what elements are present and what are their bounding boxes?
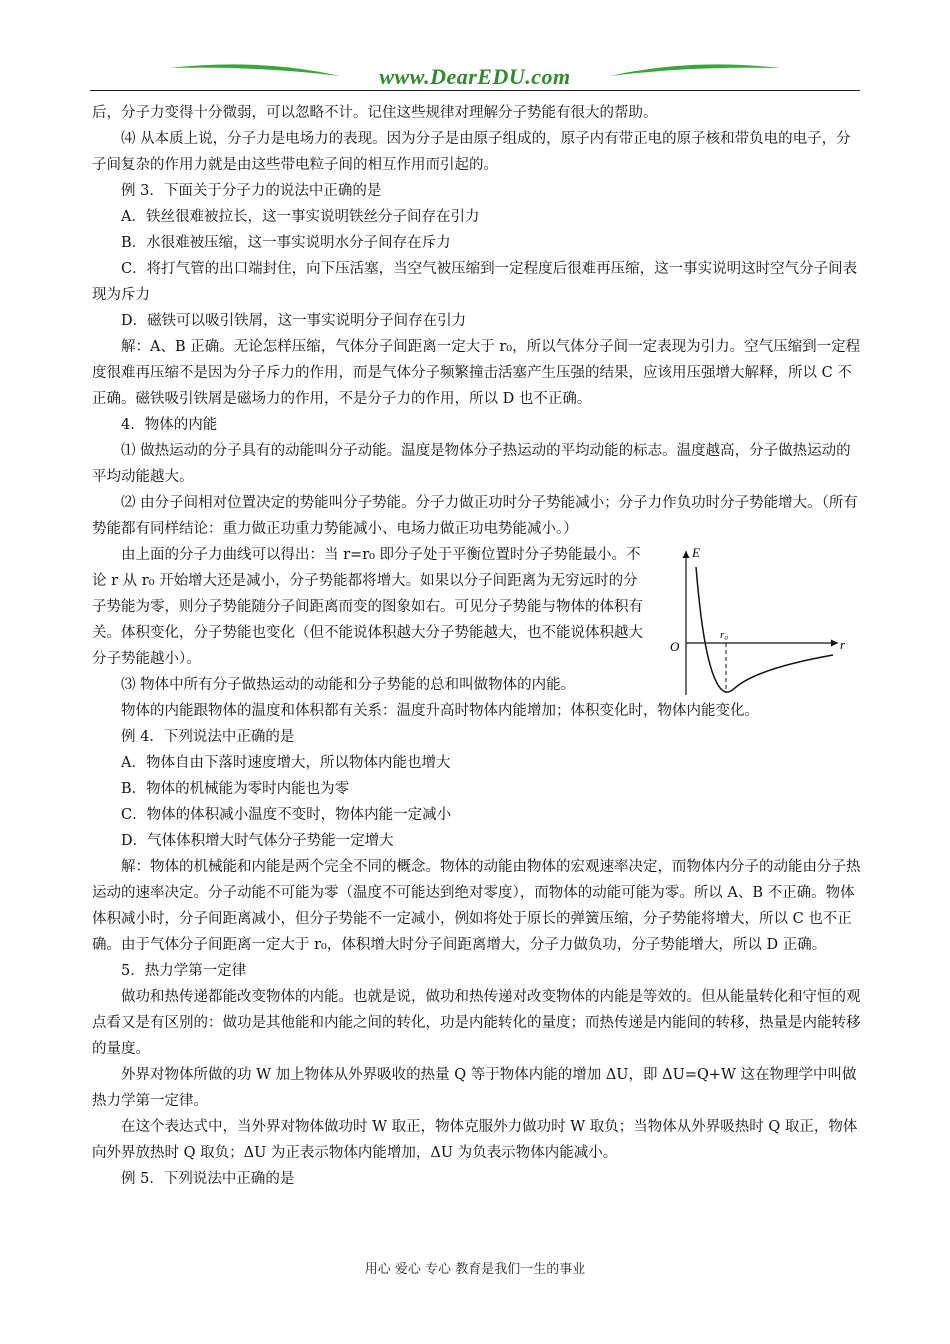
option: A．物体自由下落时速度增大，所以物体内能也增大 [121,755,451,771]
section-heading: 4．物体的内能 [121,417,218,433]
option: D．磁铁可以吸引铁屑，这一事实说明分子间存在引力 [121,313,467,329]
solution: 解：A、B 正确。无论怎样压缩，气体分子间距离一定大于 r₀，所以气体分子间一定表现为引力。空气压缩到一定程度很难再压缩不是因为分子斥力的作用，而是气体分子频繁撞击活塞产生压强的结果，应该用压强增大解释，所以 C 不正确。磁铁吸引铁屑是磁场力的作用，不是分子力的作用，所以 D 也不正确。 [92,339,861,407]
paragraph: ⑷ 从本质上说，分子力是电场力的表现。因为分子是由原子组成的，原子内有带正电的原子核和带负电的电子，分子间复杂的作用力就是由这些带电粒子间的相互作用而引起的。 [92,131,851,173]
r0-label: r₀ [720,629,729,641]
option: B．物体的机械能为零时内能也为零 [121,781,350,797]
option: B．水很难被压缩，这一事实说明水分子间存在斥力 [121,235,451,251]
paragraph: ⑶ 物体中所有分子做热运动的动能和分子势能的总和叫做物体的内能。 [121,677,576,693]
paragraph: ⑴ 做热运动的分子具有的动能叫分子动能。温度是物体分子热运动的平均动能的标志。温度越高，分子做热运动的平均动能越大。 [92,443,851,485]
paragraph: 做功和热传递都能改变物体的内能。也就是说，做功和热传递对改变物体的内能是等效的。但从能量转化和守恒的观点看又是有区别的：做功是其他能和内能之间的转化，功是内能转化的量度；而热传递是内能间的转移，热量是内能转移的量度。 [92,989,861,1057]
example-heading: 例 5．下列说法中正确的是 [121,1171,295,1187]
solution: 解：物体的机械能和内能是两个完全不同的概念。物体的动能由物体的宏观速率决定，而物体内分子的动能由分子热运动的速率决定。分子动能不可能为零（温度不可能达到绝对零度），而物体的动能可能为零。所以 A、B 不正确。物体体积减小时，分子间距离减小，但分子势能不一定减小，例如将处于原长的弹簧压缩，分子势能将增大，所以 C 也不正确。由于气体分子间距离一定大于 r₀，体积增大时分子间距离增大，分子力做负功，分子势能增大，所以 D 正确。 [92,859,861,953]
option: A．铁丝很难被拉长，这一事实说明铁丝分子间存在引力 [121,209,480,225]
option: D．气体体积增大时气体分子势能一定增大 [121,833,394,849]
y-axis-label: E [692,545,700,560]
paragraph: 外界对物体所做的功 W 加上物体从外界吸收的热量 Q 等于物体内能的增加 ΔU，即 ΔU=Q+W 这在物理学中叫做热力学第一定律。 [92,1067,857,1109]
paragraph: ⑵ 由分子间相对位置决定的势能叫分子势能。分子力做正功时分子势能减小；分子力作负功时分子势能增大。（所有势能都有同样结论：重力做正功重力势能减小、电场力做正功电势能减小。） [92,495,858,537]
header-rule [90,90,860,91]
potential-energy-graph [668,545,858,700]
x-axis-label: r [840,637,846,652]
page-footer: 用心 爱心 专心 教育是我们一生的事业 [364,1262,586,1277]
potential-curve [696,567,833,692]
option: C．物体的体积减小温度不变时，物体内能一定减小 [121,807,452,823]
site-logo[interactable]: www.DearEDU.com [379,64,571,89]
paragraph: 后，分子力变得十分微弱，可以忽略不计。记住这些规律对理解分子势能有很大的帮助。 [92,105,658,121]
page-header [90,58,860,98]
origin-label: O [670,639,680,654]
section-heading: 5．热力学第一定律 [121,963,247,979]
paragraph: 在这个表达式中，当外界对物体做功时 W 取正，物体克服外力做功时 W 取负；当物体从外界吸热时 Q 取正，物体向外界放热时 Q 取负；ΔU 为正表示物体内能增加，ΔU 为负表示物体内能减小。 [92,1119,858,1161]
paragraph: 物体的内能跟物体的温度和体积都有关系：温度升高时物体内能增加；体积变化时，物体内能变化。 [121,703,759,719]
example-heading: 例 4．下列说法中正确的是 [121,729,295,745]
example-heading: 例 3．下面关于分子力的说法中正确的是 [121,183,382,199]
paragraph: 由上面的分子力曲线可以得出：当 r=r₀ 即分子处于平衡位置时分子势能最小。不论 r 从 r₀ 开始增大还是减小，分子势能都将增大。如果以分子间距离为无穷远时的分子势能为零，则分子势能随分子间距离而变的图象如右。可见分子势能与物体的体积有关。体积变化，分子势能也变化（但不能说体积越大分子势能越大，也不能说体积越大分子势能越小）。 [92,547,643,667]
option: C．将打气管的出口端封住，向下压活塞，当空气被压缩到一定程度后很难再压缩，这一事实说明这时空气分子间表现为斥力 [92,261,858,303]
